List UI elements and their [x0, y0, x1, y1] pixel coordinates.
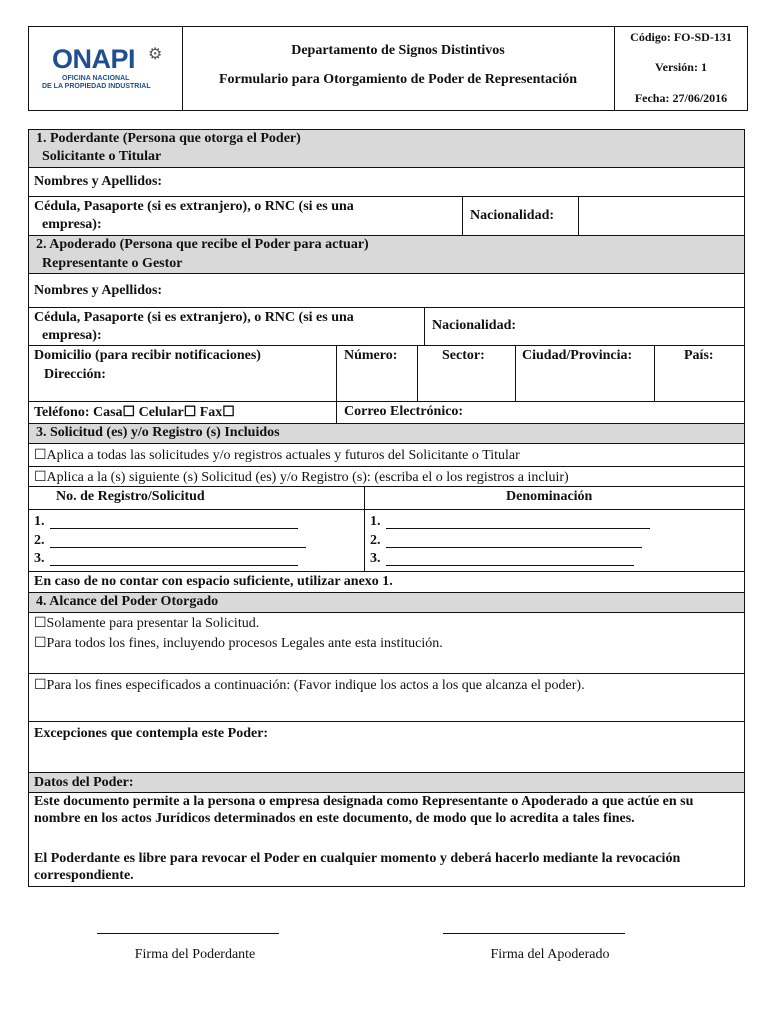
s1-nacionalidad-label: Nacionalidad: [470, 208, 555, 223]
s2-pais-label: País: [684, 348, 714, 363]
s2-cedula-label-2: empresa): [42, 328, 102, 343]
s2-nombres-label: Nombres y Apellidos: [34, 283, 163, 298]
s3-option-all[interactable]: ☐Aplica a todas las solicitudes y/o registros actuales y futuros del Solicitante o Titular [34, 448, 520, 463]
section1-subtitle: Solicitante o Titular [42, 149, 162, 164]
s3-row3-line-left[interactable] [50, 565, 298, 566]
s1-cedula-label-2: empresa): [42, 217, 102, 232]
s3-row3-num-left: 3. [34, 551, 45, 566]
s2-dom-div-4 [654, 346, 655, 402]
s3-row2-line-left[interactable] [50, 547, 306, 548]
s1-divider-b [578, 197, 579, 236]
s2-dom-div-3 [515, 346, 516, 402]
s2-direccion-label: Dirección: [44, 367, 106, 382]
section3-title: 3. Solicitud (es) y/o Registro (s) Incluidos [36, 425, 280, 440]
logo-text: ONAPI [52, 44, 136, 74]
s2-telefono-label: Teléfono: Casa☐ Celular☐ Fax☐ [34, 405, 235, 420]
firma-apoderado-line[interactable] [443, 933, 625, 934]
firma-apoderado-label: Firma del Apoderado [490, 947, 610, 962]
header-divider-left [182, 26, 183, 111]
datos-paragraph-2: El Poderdante es libre para revocar el Poder en cualquier momento y deberá hacerlo mediante la revocación correspondiente. [34, 851, 681, 883]
header-version: Versión: 1 [655, 60, 707, 74]
s3-col-registro: No. de Registro/Solicitud [56, 489, 205, 504]
s4-option-todos[interactable]: ☐Para todos los fines, incluyendo procesos Legales ante esta institución. [34, 636, 443, 651]
s3-option-specific[interactable]: ☐Aplica a la (s) siguiente (s) Solicitud (es) y/o Registro (s): (escriba el o los registros a incluir) [34, 470, 569, 485]
section1-title: 1. Poderdante (Persona que otorga el Poder) [36, 131, 301, 146]
gear-icon: ⚙ [148, 46, 163, 63]
s2-dom-div-2 [417, 346, 418, 402]
s1-cedula-label-1: Cédula, Pasaporte (si es extranjero), o RNC (si es una [34, 199, 354, 214]
header-title-1: Departamento de Signos Distintivos [291, 43, 505, 58]
datos-heading [29, 773, 744, 793]
s3-row1-line-right[interactable] [386, 528, 650, 529]
s1-divider-a [462, 197, 463, 236]
s3-row1-num-left: 1. [34, 514, 45, 529]
logo-sub2: DE LA PROPIEDAD INDUSTRIAL [42, 83, 151, 90]
logo-sub1: OFICINA NACIONAL [62, 75, 130, 82]
s3-row3-line-right[interactable] [386, 565, 634, 566]
s3-row2-line-right[interactable] [386, 547, 642, 548]
firma-poderdante-label: Firma del Poderdante [134, 947, 256, 962]
s3-row2-num-left: 2. [34, 533, 45, 548]
s3-table-body [29, 510, 744, 572]
s2-domicilio-label: Domicilio (para recibir notificaciones) [34, 348, 261, 363]
section2-subtitle: Representante o Gestor [42, 256, 183, 271]
s3-row1-num-right: 1. [370, 514, 381, 529]
s2-sector-label: Sector: [442, 348, 485, 363]
section2-title: 2. Apoderado (Persona que recibe el Poder para actuar) [36, 237, 369, 252]
s2-correo-label: Correo Electrónico: [344, 404, 464, 419]
s2-ciudad-label: Ciudad/Provincia: [522, 348, 633, 363]
header-title-2: Formulario para Otorgamiento de Poder de Representación [219, 72, 577, 87]
s3-note: En caso de no contar con espacio suficiente, utilizar anexo 1. [34, 574, 393, 589]
s3-row2-num-right: 2. [370, 533, 381, 548]
s2-divider-a [424, 308, 425, 346]
s2-cedula-label-1: Cédula, Pasaporte (si es extranjero), o RNC (si es una [34, 310, 354, 325]
datos-title: Datos del Poder: [34, 775, 134, 790]
s4-excepciones-label: Excepciones que contempla este Poder: [34, 726, 269, 741]
s4-option-solicitud[interactable]: ☐Solamente para presentar la Solicitud. [34, 616, 260, 631]
s3-col-denominacion: Denominación [506, 489, 593, 504]
s4-option-especificados[interactable]: ☐Para los fines especificados a continuación: (Favor indique los actos a los que alcanza el poder). [34, 678, 585, 693]
onapi-logo [40, 44, 178, 96]
s2-nacionalidad-label: Nacionalidad: [432, 318, 517, 333]
header-fecha: Fecha: 27/06/2016 [634, 91, 728, 105]
s1-nombres-label: Nombres y Apellidos: [34, 174, 163, 189]
section4-title: 4. Alcance del Poder Otorgado [36, 594, 219, 609]
s3-row3-num-right: 3. [370, 551, 381, 566]
datos-paragraph-1: Este documento permite a la persona o empresa designada como Representante o Apoderado a que actúe en su nombre en los actos Jurídicos determinados en este documento, de modo que lo acredita a tales fines. [34, 794, 694, 826]
s3-row1-line-left[interactable] [50, 528, 298, 529]
firma-poderdante-line[interactable] [97, 933, 279, 934]
header-codigo: Código: FO-SD-131 [630, 30, 732, 44]
s2-numero-label: Número: [344, 348, 398, 363]
